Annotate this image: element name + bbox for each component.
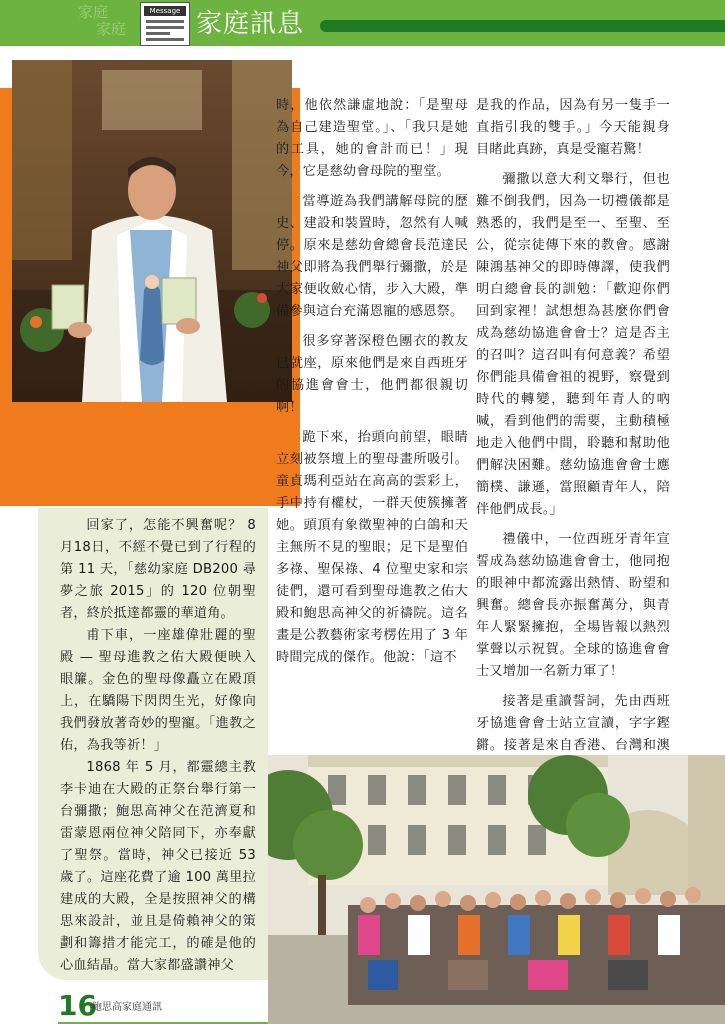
header-rule — [320, 20, 725, 32]
priest-photo-illustration — [12, 60, 292, 402]
paragraph: 1868 年 5 月，都靈總主教李卡迪在大殿的正祭台舉行第一台彌撒；鮑思高神父在范濟夏和雷蒙恩兩位神父陪同下，亦奉獻了聖祭。當時，神父已接近 53 歲了。這座花費了逾 100 萬里拉建成的大殿，全是按照神父的構思來設計，並且是倚賴神父的策劃和籌措才能完工，的確是他的心血結晶。當大家都盛讚神父 — [60, 760, 256, 973]
article-column-3 — [476, 95, 670, 755]
paragraph: 當導遊為我們講解母院的歷史、建設和裝置時，忽然有人喊停。原來是慈幼會總會長范達民神父即將為我們舉行彌撒，於是大家便收斂心情，步入大殿，準備參與這台充滿恩寵的感恩祭。 — [276, 194, 468, 319]
priest-photo — [12, 60, 292, 402]
paragraph: 回家了，怎能不興奮呢？ 8月18日，不經不覺已到了行程的第 11 天，「慈幼家庭 DB200 尋夢之旅 2015」的 120 位朝聖者，終於抵達都靈的華道角。 — [60, 518, 256, 621]
paragraph: 接著是重讀誓詞，先由西班牙協進會會士站立宣讀，字字鏗鏘。接著是來自香港、台灣和澳 — [476, 694, 670, 753]
ghost-text-line-1: 家庭 — [78, 3, 109, 21]
paragraph: 是我的作品，因為有另一隻手一直指引我的雙手。」今天能親身目睹此真跡，真是受寵若驚！ — [476, 98, 670, 157]
page-header — [0, 0, 725, 50]
message-icon — [140, 2, 190, 46]
group-photo — [268, 755, 725, 1024]
paragraph: 甫下車，一座雄偉壯麗的聖殿 — 聖母進教之佑大殿便映入眼簾。金色的聖母像矗立在殿頂上，在驕陽下閃閃生光，好像向我們發放著奇妙的聖寵。「進教之佑，為我等祈！」 — [60, 628, 256, 753]
publication-name: 鮑思高家庭通訊 — [92, 1002, 162, 1013]
section-title: 家庭訊息 — [196, 9, 305, 39]
article-column-2 — [276, 95, 468, 755]
message-icon-line — [146, 20, 184, 23]
paragraph: 彌撒以意大利文舉行，但也難不倒我們，因為一切禮儀都是熟悉的，我們是至一、至聖、至公，從宗徒傳下來的教會。感謝陳鴻基神父的即時傳譯，使我們明白總會長的訓勉：「歡迎你們回到家裡！試想想為甚麼你們會成為慈幼協進會會士？這是否主的召叫？這召叫有何意義？希望你們能具備會祖的視野，察覺到時代的轉變，聽到年青人的吶喊，看到他們的需要，主動積極地走入他們中間，聆聽和幫助他們解決困難。慈幼協進會會士應簡樸、謙遜，當照顧青年人，陪伴他們成長。」 — [476, 172, 670, 517]
paragraph: 跪下來，抬頭向前望，眼睛立刻被祭壇上的聖母畫所吸引。童貞瑪利亞站在高高的雲彩上，手中持有權杖，一群天使簇擁著她。頭頂有象徵聖神的白鴿和天主無所不見的聖眼；足下是聖伯多祿、聖保祿、4 位聖史家和宗徒們，還可看到聖母進教之佑大殿和鮑思高神父的祈禱院。這名畫是公教藝術家考楞佐用了 3 年時間完成的傑作。他說：「這不 — [276, 430, 468, 665]
message-icon-line — [146, 26, 184, 29]
page-number: 16 — [58, 989, 97, 1022]
message-icon-line — [146, 38, 184, 41]
page-footer — [0, 988, 268, 1024]
paragraph: 時，他依然謙虛地說：「是聖母為自己建造聖堂。」、「我只是她的工具，她的會計而已！」現今，它是慈幼會母院的聖堂。 — [276, 98, 468, 179]
message-icon-line — [146, 32, 170, 35]
message-icon-label: Message — [144, 6, 186, 16]
ghost-text-line-2: 家庭 — [96, 20, 127, 38]
group-photo-illustration — [268, 755, 725, 1024]
paragraph: 很多穿著深橙色團衣的教友已就座，原來他們是來自西班牙的協進會會士，他們都很親切啊！ — [276, 334, 468, 415]
paragraph: 禮儀中，一位西班牙青年宣誓成為慈幼協進會會士，他同抱的眼神中都流露出熱情、盼望和興奮。總會長亦振奮萬分，與青年人緊緊擁抱，全場皆報以熱烈掌聲以示祝賀。全球的協進會會士又增加一名新力軍了！ — [476, 532, 670, 679]
article-column-1 — [60, 515, 256, 973]
